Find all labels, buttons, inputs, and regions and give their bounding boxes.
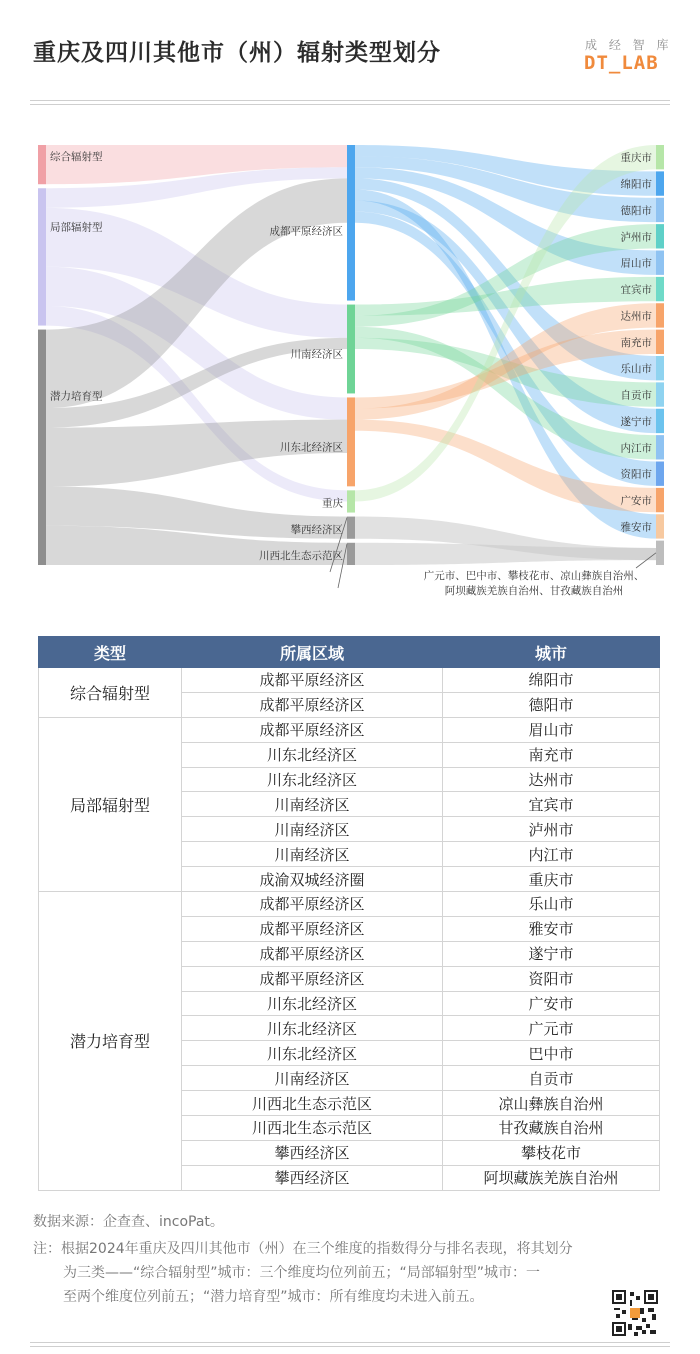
sankey-link (355, 543, 656, 565)
region-cell: 川西北生态示范区 (182, 1091, 443, 1116)
sankey-node-label: 眉山市 (620, 257, 652, 270)
sankey-node (347, 517, 355, 539)
region-cell: 成都平原经济区 (182, 668, 443, 693)
sankey-node-label: 广元市、巴中市、攀枝花市、凉山彝族自治州、阿坝藏族羌族自治州、甘孜藏族自治州 (423, 570, 645, 597)
brand-logo: DT_LAB (584, 52, 659, 74)
sankey-node (656, 541, 664, 565)
region-cell: 成都平原经济区 (182, 692, 443, 717)
region-cell: 川东北经济区 (182, 1041, 443, 1066)
region-cell: 川南经济区 (182, 792, 443, 817)
sankey-node (38, 330, 46, 565)
city-cell: 眉山市 (443, 717, 660, 742)
sankey-node-label: 内江市 (620, 442, 652, 455)
city-cell: 攀枝花市 (443, 1140, 660, 1165)
sankey-node-label: 雅安市 (620, 521, 652, 534)
sankey-node (656, 382, 664, 406)
city-cell: 泸州市 (443, 817, 660, 842)
sankey-node (38, 188, 46, 325)
region-cell: 川南经济区 (182, 817, 443, 842)
sankey-node-label: 宜宾市 (620, 284, 652, 297)
city-cell: 宜宾市 (443, 792, 660, 817)
sankey-node (656, 145, 664, 169)
city-cell: 甘孜藏族自治州 (443, 1116, 660, 1141)
sankey-node (347, 397, 355, 486)
sankey-node-label: 南充市 (620, 336, 652, 349)
city-cell: 自贡市 (443, 1066, 660, 1091)
sankey-node (347, 543, 355, 565)
type-cell: 潜力培育型 (39, 892, 182, 1191)
region-cell: 成都平原经济区 (182, 892, 443, 917)
table-row (39, 717, 660, 742)
sankey-node (656, 330, 664, 354)
qr-code-icon (612, 1290, 658, 1336)
sankey-node-label: 重庆市 (620, 152, 652, 165)
city-cell: 达州市 (443, 767, 660, 792)
region-cell: 川南经济区 (182, 842, 443, 867)
region-cell: 成渝双城经济圈 (182, 867, 443, 892)
sankey-node (347, 145, 355, 301)
sankey-node-label: 达州市 (620, 310, 652, 323)
sankey-node-label: 绵阳市 (620, 178, 652, 191)
region-cell: 川南经济区 (182, 1066, 443, 1091)
table-header-row (39, 637, 660, 668)
sankey-node (347, 490, 355, 512)
region-cell: 成都平原经济区 (182, 916, 443, 941)
sankey-node-label: 资阳市 (620, 468, 652, 481)
sankey-node (347, 305, 355, 394)
city-cell: 广元市 (443, 1016, 660, 1041)
top-divider (30, 100, 670, 101)
city-cell: 广安市 (443, 991, 660, 1016)
city-cell: 资阳市 (443, 966, 660, 991)
sankey-node-label: 遂宁市 (620, 415, 652, 428)
sankey-node-label: 广安市 (620, 495, 652, 508)
brand-name: 成 经 智 库 (585, 38, 673, 52)
sankey-node (656, 198, 664, 222)
footnote (33, 1237, 648, 1309)
type-cell: 局部辐射型 (39, 717, 182, 891)
classification-table (38, 636, 660, 1191)
sankey-node-label: 川西北生态示范区 (259, 550, 343, 562)
sankey-node-label: 潜力培育型 (50, 390, 103, 403)
sankey-node-label: 乐山市 (620, 363, 652, 376)
footnote-line-1: 注：根据2024年重庆及四川其他市（州）在三个维度的指数得分与排名表现，将其划分 (33, 1241, 573, 1257)
sankey-node (656, 277, 664, 301)
sankey-node (656, 488, 664, 512)
city-cell: 遂宁市 (443, 941, 660, 966)
data-source: 数据来源：企查查、incoPat。 (33, 1214, 224, 1230)
sankey-node (656, 356, 664, 380)
city-cell: 巴中市 (443, 1041, 660, 1066)
header-region: 所属区域 (182, 637, 443, 668)
header-type: 类型 (39, 637, 182, 668)
city-cell: 乐山市 (443, 892, 660, 917)
page-title: 重庆及四川其他市（州）辐射类型划分 (33, 40, 441, 66)
sankey-node-label: 重庆 (322, 497, 343, 510)
sankey-node-label: 成都平原经济区 (269, 225, 343, 238)
city-cell: 重庆市 (443, 867, 660, 892)
sankey-node (656, 462, 664, 486)
city-cell: 凉山彝族自治州 (443, 1091, 660, 1116)
city-cell: 雅安市 (443, 916, 660, 941)
header-city: 城市 (443, 637, 660, 668)
sankey-node-label: 德阳市 (620, 204, 652, 217)
sankey-node-label: 泸州市 (620, 231, 652, 244)
sankey-node-label: 局部辐射型 (50, 221, 103, 234)
bottom-divider (30, 1342, 670, 1343)
city-cell: 德阳市 (443, 692, 660, 717)
table-row (39, 668, 660, 693)
region-cell: 成都平原经济区 (182, 717, 443, 742)
city-cell: 绵阳市 (443, 668, 660, 693)
type-cell: 综合辐射型 (39, 668, 182, 718)
table-row (39, 892, 660, 917)
sankey-chart (0, 120, 700, 610)
sankey-node-label: 综合辐射型 (50, 150, 103, 163)
region-cell: 川东北经济区 (182, 1016, 443, 1041)
region-cell: 攀西经济区 (182, 1140, 443, 1165)
sankey-node (656, 514, 664, 538)
city-cell: 内江市 (443, 842, 660, 867)
sankey-node (656, 303, 664, 327)
region-cell: 川西北生态示范区 (182, 1116, 443, 1141)
sankey-node-label: 川南经济区 (290, 348, 343, 361)
sankey-node-label: 川东北经济区 (280, 441, 343, 454)
sankey-node (656, 251, 664, 275)
region-cell: 川东北经济区 (182, 767, 443, 792)
footnote-line-2: 为三类——“综合辐射型”城市：三个维度均位列前五；“局部辐射型”城市：一 (63, 1265, 541, 1281)
sankey-node-label: 攀西经济区 (290, 523, 343, 536)
footnote-line-3: 至两个维度位列前五；“潜力培育型”城市：所有维度均未进入前五。 (63, 1289, 484, 1305)
top-divider-2 (30, 104, 670, 105)
sankey-node (656, 409, 664, 433)
sankey-node (38, 145, 46, 184)
region-cell: 川东北经济区 (182, 742, 443, 767)
sankey-node (656, 435, 664, 459)
region-cell: 攀西经济区 (182, 1165, 443, 1190)
bottom-divider-2 (30, 1346, 670, 1347)
region-cell: 成都平原经济区 (182, 941, 443, 966)
sankey-node (656, 171, 664, 195)
sankey-node (656, 224, 664, 248)
region-cell: 成都平原经济区 (182, 966, 443, 991)
sankey-node-label: 自贡市 (620, 389, 652, 402)
city-cell: 南充市 (443, 742, 660, 767)
region-cell: 川东北经济区 (182, 991, 443, 1016)
city-cell: 阿坝藏族羌族自治州 (443, 1165, 660, 1190)
